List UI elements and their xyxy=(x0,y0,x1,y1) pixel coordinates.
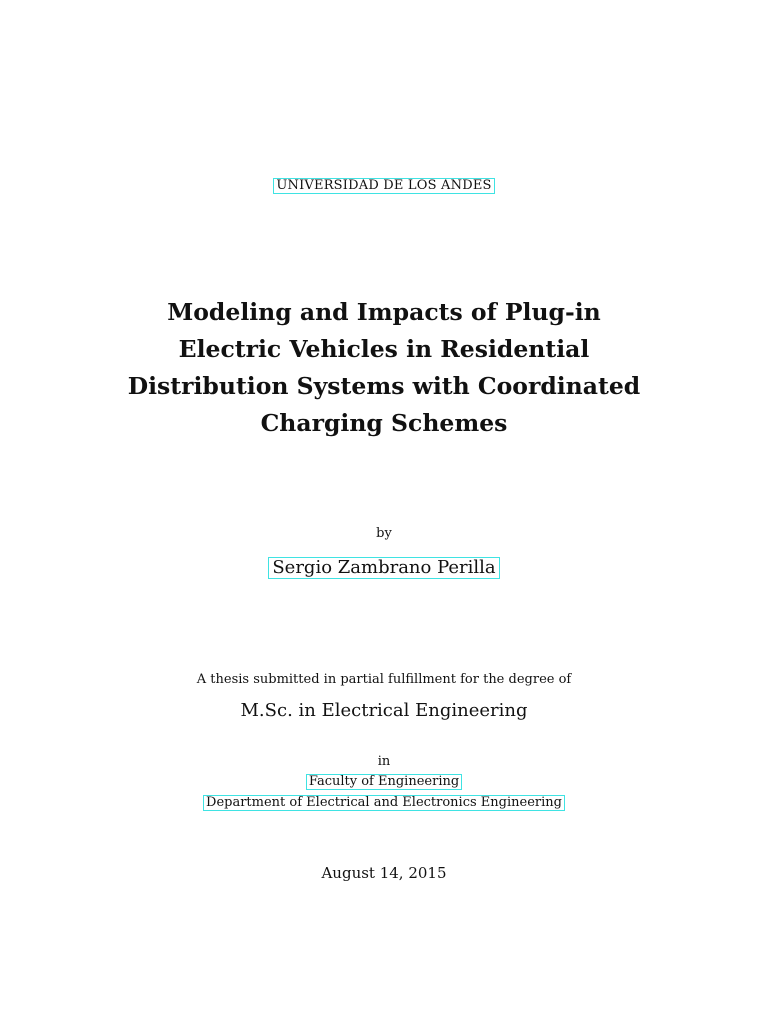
department-link[interactable]: Department of Electrical and Electronics Engineering xyxy=(203,795,565,811)
in-label: in xyxy=(377,754,391,769)
thesis-statement: A thesis submitted in partial fulfillment for the degree of xyxy=(196,672,572,687)
title-line-4: Charging Schemes xyxy=(260,409,508,437)
author-link[interactable]: Sergio Zambrano Perilla xyxy=(268,557,499,579)
department-line xyxy=(0,795,768,811)
title-line-2: Electric Vehicles in Residential xyxy=(178,335,590,363)
submission-date: August 14, 2015 xyxy=(321,864,447,882)
university-line xyxy=(0,178,768,194)
faculty-line xyxy=(0,774,768,790)
title-line-3: Distribution Systems with Coordinated xyxy=(127,372,641,400)
thesis-title xyxy=(0,294,768,442)
by-label: by xyxy=(376,526,392,541)
university-link[interactable]: UNIVERSIDAD DE LOS ANDES xyxy=(273,178,494,194)
title-line-1: Modeling and Impacts of Plug-in xyxy=(167,298,601,326)
faculty-link[interactable]: Faculty of Engineering xyxy=(306,774,462,790)
author-line xyxy=(0,557,768,579)
degree-name: M.Sc. in Electrical Engineering xyxy=(240,700,528,721)
